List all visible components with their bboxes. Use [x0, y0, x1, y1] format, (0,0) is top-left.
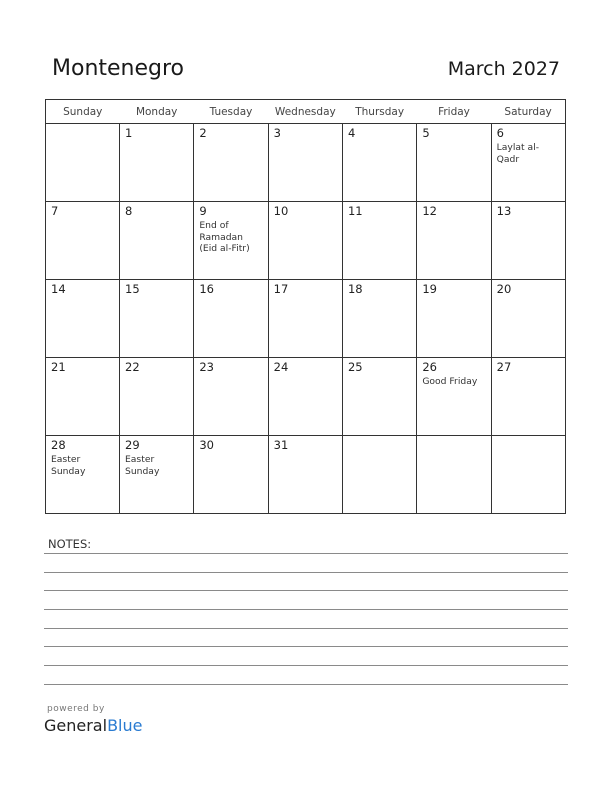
day-cell [417, 436, 491, 514]
note-line [44, 628, 568, 629]
day-number: 18 [347, 282, 363, 296]
day-cell [46, 202, 120, 280]
day-cell [120, 124, 194, 202]
day-number: 9 [199, 204, 207, 218]
day-number: 24 [273, 360, 289, 374]
week-row [46, 124, 566, 202]
day-number: 12 [422, 204, 437, 218]
day-cell [491, 280, 565, 358]
day-number: 7 [51, 204, 59, 218]
day-cell [194, 358, 268, 436]
day-cell [491, 124, 565, 202]
weekday-saturday: Saturday [491, 100, 565, 124]
day-number: 19 [422, 282, 437, 296]
day-cell [120, 358, 194, 436]
day-cell [342, 124, 416, 202]
day-cell [342, 280, 416, 358]
day-cell [268, 436, 342, 514]
day-number: 15 [125, 282, 140, 296]
day-cell [417, 358, 491, 436]
generalblue-logo [44, 716, 142, 735]
day-number: 29 [125, 438, 140, 452]
holiday-label: Good Friday [422, 376, 478, 387]
note-line [44, 572, 568, 573]
day-cell [417, 124, 491, 202]
day-number: 13 [496, 204, 512, 218]
day-cell [491, 358, 565, 436]
day-number: 17 [273, 282, 289, 296]
day-number: 23 [199, 360, 214, 374]
day-number: 30 [199, 438, 214, 452]
day-number: 31 [273, 438, 289, 452]
weekday-sunday: Sunday [46, 100, 120, 124]
day-number: 26 [422, 360, 437, 374]
powered-by-text: powered by [47, 704, 105, 714]
day-cell [417, 280, 491, 358]
day-number: 1 [125, 126, 133, 140]
holiday-label: Laylat al-Qadr [496, 142, 540, 165]
note-line [44, 684, 568, 685]
day-cell [46, 280, 120, 358]
day-cell [194, 280, 268, 358]
note-line [44, 590, 568, 591]
day-cell [194, 202, 268, 280]
week-row [46, 436, 566, 514]
week-row [46, 358, 566, 436]
day-number: 6 [496, 126, 504, 140]
note-line [44, 665, 568, 666]
calendar-grid [45, 99, 566, 514]
day-cell [491, 436, 565, 514]
day-cell [342, 436, 416, 514]
day-cell [342, 202, 416, 280]
day-cell [46, 436, 120, 514]
day-cell [342, 358, 416, 436]
day-number: 11 [347, 204, 363, 218]
day-number: 2 [199, 126, 207, 140]
day-cell [268, 124, 342, 202]
note-line [44, 646, 568, 647]
month-year-title: March 2027 [447, 58, 560, 80]
day-cell [268, 358, 342, 436]
day-number: 22 [125, 360, 140, 374]
weekday-tuesday: Tuesday [194, 100, 268, 124]
holiday-label: End of Ramadan (Eid al-Fitr) [199, 220, 250, 254]
day-cell [120, 436, 194, 514]
day-number: 20 [496, 282, 512, 296]
weekday-thursday: Thursday [342, 100, 416, 124]
note-line [44, 553, 568, 554]
note-line [44, 609, 568, 610]
day-cell [120, 202, 194, 280]
day-cell [417, 202, 491, 280]
day-cell [46, 124, 120, 202]
day-number: 4 [347, 126, 356, 140]
holiday-label: Easter Sunday [125, 454, 160, 477]
day-cell [194, 436, 268, 514]
brand-general: General [44, 716, 108, 735]
day-cell [268, 280, 342, 358]
weekday-friday: Friday [417, 100, 491, 124]
day-number: 16 [199, 282, 214, 296]
week-row [46, 280, 566, 358]
day-cell [268, 202, 342, 280]
weekday-monday: Monday [120, 100, 194, 124]
notes-label: NOTES: [48, 537, 92, 551]
day-number: 10 [273, 204, 289, 218]
day-number: 21 [51, 360, 66, 374]
day-number: 8 [125, 204, 133, 218]
day-number: 25 [347, 360, 363, 374]
day-cell [46, 358, 120, 436]
weekday-header-row [46, 100, 566, 124]
day-cell [120, 280, 194, 358]
brand-blue: Blue [107, 716, 143, 735]
holiday-label: Easter Sunday [51, 454, 86, 477]
day-cell [194, 124, 268, 202]
country-title: Montenegro [52, 56, 185, 81]
day-cell [491, 202, 565, 280]
day-number: 14 [51, 282, 66, 296]
week-row [46, 202, 566, 280]
day-number: 5 [422, 126, 430, 140]
day-number: 27 [496, 360, 512, 374]
day-number: 28 [51, 438, 66, 452]
day-number: 3 [273, 126, 281, 140]
weekday-wednesday: Wednesday [268, 100, 342, 124]
